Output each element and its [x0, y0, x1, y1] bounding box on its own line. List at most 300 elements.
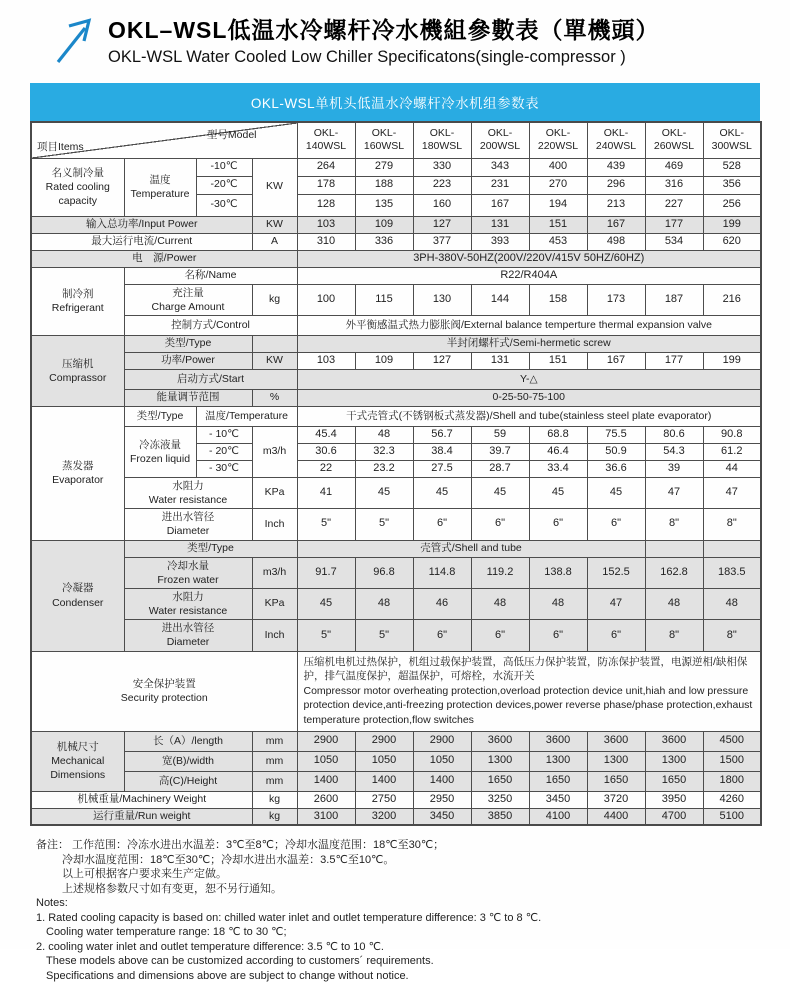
document-header: [0, 0, 790, 67]
unit-cell: mm: [252, 771, 297, 791]
machinery-weight-row: [31, 791, 761, 808]
value-cell: 270: [529, 176, 587, 194]
model-header: [645, 122, 703, 158]
label-zh: 冷却水量: [167, 559, 209, 572]
compressor-type-value: 半封闭螺杆式/Semi-hermetic screw: [297, 335, 761, 352]
value-cell: 28.7: [471, 460, 529, 477]
unit-cell: Inch: [252, 509, 297, 540]
value-cell: 167: [587, 216, 645, 233]
power-supply-value: 3PH-380V-50HZ(200V/220V/415V 50HZ/60HZ): [297, 250, 761, 267]
model-line: 180WSL: [421, 140, 463, 153]
value-cell: 3600: [587, 731, 645, 751]
label-en: Temperature: [130, 188, 190, 200]
label-zh: 安全保护装置: [132, 677, 196, 690]
notes-section: [36, 838, 760, 983]
value-cell: 1400: [297, 771, 355, 791]
value-cell: 199: [703, 216, 761, 233]
note-line-zh: 以上可根据客户要求来生产定做。: [62, 868, 227, 881]
value-cell: 1650: [529, 771, 587, 791]
value-cell: 8": [703, 620, 761, 651]
evap-water-resistance-row: [31, 477, 761, 508]
empty-cell: [703, 540, 761, 557]
label-en: Diameter: [166, 525, 210, 538]
cooling-water-row: [31, 557, 761, 588]
row-label: 名称/Name: [124, 267, 297, 284]
row-label: [124, 620, 252, 651]
cond-water-resistance-row: [31, 588, 761, 619]
value-cell: 158: [529, 284, 587, 315]
value-cell: 114.8: [413, 557, 471, 588]
unit-cell: KPa: [252, 588, 297, 619]
label-zh: 冷凝器: [62, 582, 94, 595]
value-cell: 3950: [645, 791, 703, 808]
value-cell: 30.6: [297, 443, 355, 460]
page-title-en: OKL-WSL Water Cooled Low Chiller Specificatons(single-compressor ): [108, 48, 626, 66]
value-cell: 56.7: [413, 426, 471, 443]
row-label: [124, 426, 196, 477]
value-cell: 5": [297, 620, 355, 651]
value-cell: 151: [529, 216, 587, 233]
label-zh: 冷冻液量: [139, 438, 181, 451]
value-cell: 59: [471, 426, 529, 443]
row-label: 类型/Type: [124, 406, 196, 426]
label-zh: 压缩机: [62, 357, 94, 370]
unit-cell: Inch: [252, 620, 297, 651]
value-cell: 6": [413, 620, 471, 651]
value-cell: 6": [587, 509, 645, 540]
compressor-type-row: [31, 335, 761, 352]
security-protection-row: [31, 651, 761, 731]
value-cell: 223: [413, 176, 471, 194]
unit-cell: KPa: [252, 477, 297, 508]
model-header: [471, 122, 529, 158]
temp-cell: -30℃: [196, 194, 252, 216]
unit-cell: kg: [252, 791, 297, 808]
value-cell: 109: [355, 216, 413, 233]
value-cell: 2900: [297, 731, 355, 751]
row-label: 类型/Type: [124, 335, 252, 352]
value-cell: 5": [355, 509, 413, 540]
model-line: OKL-: [371, 127, 397, 140]
temp-cell: -20℃: [196, 176, 252, 194]
row-label: 功率/Power: [124, 352, 252, 369]
value-cell: 6": [529, 620, 587, 651]
row-label: [124, 509, 252, 540]
note-line-en: 2. cooling water inlet and outlet temperature difference: 3.5 ℃ to 10 ℃.: [36, 940, 384, 953]
value-cell: 160: [413, 194, 471, 216]
page-title-zh: OKL–WSL低温水冷螺杆冷水機組參數表（單機頭）: [108, 17, 660, 43]
value-cell: 3600: [529, 731, 587, 751]
empty-cell: [645, 540, 703, 557]
frozen-liquid-row-10: [31, 426, 761, 443]
spec-table: [30, 121, 762, 826]
unit-cell: kg: [252, 284, 297, 315]
unit-cell: m3/h: [252, 426, 297, 477]
value-cell: 439: [587, 158, 645, 176]
unit-cell: m3/h: [252, 557, 297, 588]
label-en: Water resistance: [148, 605, 228, 618]
label-zh: 进出水管径: [161, 622, 215, 635]
value-cell: 167: [587, 352, 645, 369]
label-zh: 充注量: [172, 286, 204, 299]
value-cell: 22: [297, 460, 355, 477]
width-row: [31, 751, 761, 771]
value-cell: 194: [529, 194, 587, 216]
input-power-row: [31, 216, 761, 233]
value-cell: 6": [471, 509, 529, 540]
value-cell: 1400: [355, 771, 413, 791]
value-cell: 528: [703, 158, 761, 176]
value-cell: 45: [413, 477, 471, 508]
model-header-row: [31, 122, 761, 158]
value-cell: 3250: [471, 791, 529, 808]
note-line-zh: 备注： 工作范围：冷冻水进出水温差：3℃至8℃；冷却水温度范围：18℃至30℃；: [36, 839, 445, 852]
section-label-dimensions: [31, 731, 124, 791]
cond-diameter-row: [31, 620, 761, 651]
value-cell: 3100: [297, 808, 355, 825]
value-cell: 177: [645, 352, 703, 369]
power-supply-row: [31, 250, 761, 267]
value-cell: 48: [645, 588, 703, 619]
value-cell: 279: [355, 158, 413, 176]
charge-amount-row: [31, 284, 761, 315]
value-cell: 61.2: [703, 443, 761, 460]
control-row: [31, 315, 761, 335]
current-row: [31, 233, 761, 250]
security-text-en: Compressor motor overheating protection,overload protection device unit,hiah and low pressure protection device,anti-freezing protection devices,power reverse phase/phase protection,exhaust temperature protection,flow switches: [303, 684, 753, 726]
row-label: [124, 477, 252, 508]
model-header: [529, 122, 587, 158]
note-line-en: Specifications and dimensions above are subject to change without notice.: [46, 969, 409, 982]
value-cell: 5": [355, 620, 413, 651]
value-cell: 1300: [587, 751, 645, 771]
model-header: [703, 122, 761, 158]
value-cell: 5": [297, 509, 355, 540]
value-cell: 167: [471, 194, 529, 216]
unit-cell: mm: [252, 751, 297, 771]
value-cell: 152.5: [587, 557, 645, 588]
label-en: Refrigerant: [51, 302, 104, 315]
value-cell: 127: [413, 352, 471, 369]
control-value: 外平衡感温式热力膨胀阀/External balance temperture thermal expansion valve: [297, 315, 761, 335]
value-cell: 36.6: [587, 460, 645, 477]
row-label: 最大运行电流/Current: [31, 233, 252, 250]
start-mode-value: Y-△: [297, 369, 761, 389]
model-header: [297, 122, 355, 158]
model-line: 260WSL: [653, 140, 695, 153]
section-label-condenser: [31, 540, 124, 651]
value-cell: 8": [703, 509, 761, 540]
note-line-en: 1. Rated cooling capacity is based on: chilled water inlet and outlet temperature difference: 3 ℃ to 8 ℃.: [36, 911, 542, 924]
note-line-en: Notes:: [36, 897, 68, 910]
value-cell: 4260: [703, 791, 761, 808]
temp-cell: - 30℃: [196, 460, 252, 477]
value-cell: 45: [297, 588, 355, 619]
refrigerant-name-row: [31, 267, 761, 284]
row-label: 机械重量/Machinery Weight: [31, 791, 252, 808]
model-line: OKL-: [719, 127, 744, 140]
value-cell: 1650: [587, 771, 645, 791]
section-label-security: [31, 651, 297, 731]
temp-cell: - 20℃: [196, 443, 252, 460]
value-cell: 4100: [529, 808, 587, 825]
value-cell: 130: [413, 284, 471, 315]
model-line: OKL-: [661, 127, 687, 140]
row-label: 运行重量/Run weight: [31, 808, 252, 825]
value-cell: 48: [471, 588, 529, 619]
value-cell: 183.5: [703, 557, 761, 588]
model-line: OKL-: [603, 127, 629, 140]
value-cell: 3600: [645, 731, 703, 751]
note-line-en: Cooling water temperature range: 18 ℃ to 30 ℃;: [46, 926, 287, 939]
value-cell: 216: [703, 284, 761, 315]
section-label-refrigerant: [31, 267, 124, 335]
table-caption-bar: OKL-WSL单机头低温水冷螺杆冷水机组参数表: [30, 83, 760, 121]
label-en: Comprassor: [49, 371, 107, 384]
value-cell: 144: [471, 284, 529, 315]
corner-items-label: 项目Items: [37, 141, 84, 154]
value-cell: 48: [355, 426, 413, 443]
label-en: Frozen water: [157, 573, 219, 586]
value-cell: 90.8: [703, 426, 761, 443]
unit-cell: KW: [252, 352, 297, 369]
value-cell: 343: [471, 158, 529, 176]
label-zh: 蒸发器: [62, 460, 94, 473]
arrow-up-right-icon: [52, 16, 98, 64]
value-cell: 127: [413, 216, 471, 233]
unit-cell: A: [252, 233, 297, 250]
note-line-zh: 上述规格参数尺寸如有变更，恕不另行通知。: [62, 882, 282, 895]
corner-model-label: 型号Model: [206, 129, 257, 141]
section-label-evaporator: [31, 406, 124, 540]
value-cell: 48: [529, 588, 587, 619]
value-cell: 96.8: [355, 557, 413, 588]
label-en: Security protection: [120, 692, 208, 705]
row-label: 类型/Type: [124, 540, 297, 557]
value-cell: 91.7: [297, 557, 355, 588]
security-text-cell: [297, 651, 761, 731]
value-cell: 178: [297, 176, 355, 194]
value-cell: 45: [471, 477, 529, 508]
value-cell: 1650: [471, 771, 529, 791]
value-cell: 2950: [413, 791, 471, 808]
value-cell: 135: [355, 194, 413, 216]
value-cell: 498: [587, 233, 645, 250]
value-cell: 47: [703, 477, 761, 508]
value-cell: 6": [587, 620, 645, 651]
value-cell: 1400: [413, 771, 471, 791]
section-label-rated-cooling: [31, 158, 124, 216]
value-cell: 330: [413, 158, 471, 176]
label-en: Condenser: [52, 596, 104, 609]
evaporator-type-row: [31, 406, 761, 426]
value-cell: 39: [645, 460, 703, 477]
value-cell: 1050: [413, 751, 471, 771]
label-en: Charge Amount: [151, 300, 225, 313]
value-cell: 33.4: [529, 460, 587, 477]
value-cell: 1300: [645, 751, 703, 771]
value-cell: 3850: [471, 808, 529, 825]
evap-diameter-row: [31, 509, 761, 540]
row-label: 宽(B)/width: [124, 751, 252, 771]
value-cell: 100: [297, 284, 355, 315]
model-line: OKL-: [429, 127, 455, 140]
value-cell: 48: [355, 588, 413, 619]
value-cell: 46: [413, 588, 471, 619]
rated-cooling-row-10: [31, 158, 761, 176]
value-cell: 128: [297, 194, 355, 216]
length-row: [31, 731, 761, 751]
value-cell: 213: [587, 194, 645, 216]
label-en: Frozen liquid: [129, 452, 191, 465]
section-label-compressor: [31, 335, 124, 406]
refrigerant-name-value: R22/R404A: [297, 267, 761, 284]
value-cell: 44: [703, 460, 761, 477]
value-cell: 256: [703, 194, 761, 216]
value-cell: 2900: [355, 731, 413, 751]
model-line: OKL-: [545, 127, 571, 140]
value-cell: 103: [297, 352, 355, 369]
value-cell: 173: [587, 284, 645, 315]
value-cell: 131: [471, 216, 529, 233]
value-cell: 119.2: [471, 557, 529, 588]
row-label: 温度/Temperature: [196, 406, 297, 426]
label-zh: 机械尺寸: [56, 740, 99, 753]
value-cell: 2900: [413, 731, 471, 751]
value-cell: 47: [587, 588, 645, 619]
value-cell: 296: [587, 176, 645, 194]
value-cell: 46.4: [529, 443, 587, 460]
value-cell: 534: [645, 233, 703, 250]
label-zh: 水阻力: [172, 590, 204, 603]
value-cell: 3450: [413, 808, 471, 825]
value-cell: 47: [645, 477, 703, 508]
evaporator-type-value: 干式壳管式(不锈钢板式蒸发器)/Shell and tube(stainless steel plate evaporator): [297, 406, 761, 426]
row-label: 高(C)/Height: [124, 771, 252, 791]
model-line: OKL-: [487, 127, 513, 140]
value-cell: 400: [529, 158, 587, 176]
value-cell: 48: [703, 588, 761, 619]
model-line: 200WSL: [479, 140, 521, 153]
value-cell: 27.5: [413, 460, 471, 477]
value-cell: 2600: [297, 791, 355, 808]
value-cell: 199: [703, 352, 761, 369]
value-cell: 1300: [529, 751, 587, 771]
value-cell: 5100: [703, 808, 761, 825]
value-cell: 3720: [587, 791, 645, 808]
note-line-en: These models above can be customized according to customers´ requirements.: [46, 955, 434, 968]
row-label: 电 源/Power: [31, 250, 297, 267]
spec-table-container: [30, 83, 760, 826]
row-label: 长（A）/length: [124, 731, 252, 751]
row-label: [124, 588, 252, 619]
start-mode-row: [31, 369, 761, 389]
value-cell: 23.2: [355, 460, 413, 477]
label-en: Mechanical Dimensions: [50, 754, 106, 782]
value-cell: 138.8: [529, 557, 587, 588]
value-cell: 54.3: [645, 443, 703, 460]
value-cell: 38.4: [413, 443, 471, 460]
model-line: 220WSL: [537, 140, 579, 153]
condenser-type-value: 壳管式/Shell and tube: [297, 540, 645, 557]
value-cell: 45: [355, 477, 413, 508]
value-cell: 264: [297, 158, 355, 176]
row-label: [124, 284, 252, 315]
value-cell: 103: [297, 216, 355, 233]
value-cell: 1050: [297, 751, 355, 771]
value-cell: 336: [355, 233, 413, 250]
value-cell: 3600: [471, 731, 529, 751]
value-cell: 3200: [355, 808, 413, 825]
value-cell: 4400: [587, 808, 645, 825]
value-cell: 227: [645, 194, 703, 216]
unit-cell: mm: [252, 731, 297, 751]
value-cell: 32.3: [355, 443, 413, 460]
value-cell: 377: [413, 233, 471, 250]
value-cell: 1500: [703, 751, 761, 771]
label-zh: 温度: [149, 173, 171, 186]
unit-cell: KW: [252, 158, 297, 216]
corner-cell: [31, 122, 297, 158]
label-zh: 制冷剂: [62, 288, 94, 300]
value-cell: 356: [703, 176, 761, 194]
unit-cell: KW: [252, 216, 297, 233]
energy-range-value: 0-25-50-75-100: [297, 389, 761, 406]
value-cell: 1650: [645, 771, 703, 791]
temp-cell: - 10℃: [196, 426, 252, 443]
value-cell: 45: [529, 477, 587, 508]
row-label: 能量调节范围: [124, 389, 252, 406]
value-cell: 45: [587, 477, 645, 508]
model-line: 240WSL: [595, 140, 637, 153]
model-line: 140WSL: [305, 140, 347, 153]
value-cell: 4700: [645, 808, 703, 825]
value-cell: 109: [355, 352, 413, 369]
value-cell: 469: [645, 158, 703, 176]
value-cell: 41: [297, 477, 355, 508]
label-en: Evaporator: [52, 474, 104, 487]
value-cell: 68.8: [529, 426, 587, 443]
value-cell: 151: [529, 352, 587, 369]
note-line-zh: 冷却水温度范围：18℃至30℃；冷却水进出水温差：3.5℃至10℃。: [62, 853, 395, 866]
value-cell: 6": [413, 509, 471, 540]
row-label: 输入总功率/Input Power: [31, 216, 252, 233]
row-label: [124, 557, 252, 588]
value-cell: 3450: [529, 791, 587, 808]
label-en: Diameter: [166, 636, 210, 649]
value-cell: 231: [471, 176, 529, 194]
value-cell: 6": [471, 620, 529, 651]
value-cell: 131: [471, 352, 529, 369]
value-cell: 393: [471, 233, 529, 250]
model-header: [355, 122, 413, 158]
value-cell: 187: [645, 284, 703, 315]
value-cell: 453: [529, 233, 587, 250]
value-cell: 8": [645, 620, 703, 651]
model-line: 300WSL: [711, 140, 752, 153]
value-cell: 45.4: [297, 426, 355, 443]
value-cell: 50.9: [587, 443, 645, 460]
label-zh: 名义制冷量: [51, 166, 104, 179]
model-line: OKL-: [313, 127, 339, 140]
model-header: [413, 122, 471, 158]
value-cell: 177: [645, 216, 703, 233]
temp-cell: -10℃: [196, 158, 252, 176]
value-cell: 1800: [703, 771, 761, 791]
temperature-label: [124, 158, 196, 216]
row-label: 启动方式/Start: [124, 369, 297, 389]
value-cell: 1050: [355, 751, 413, 771]
